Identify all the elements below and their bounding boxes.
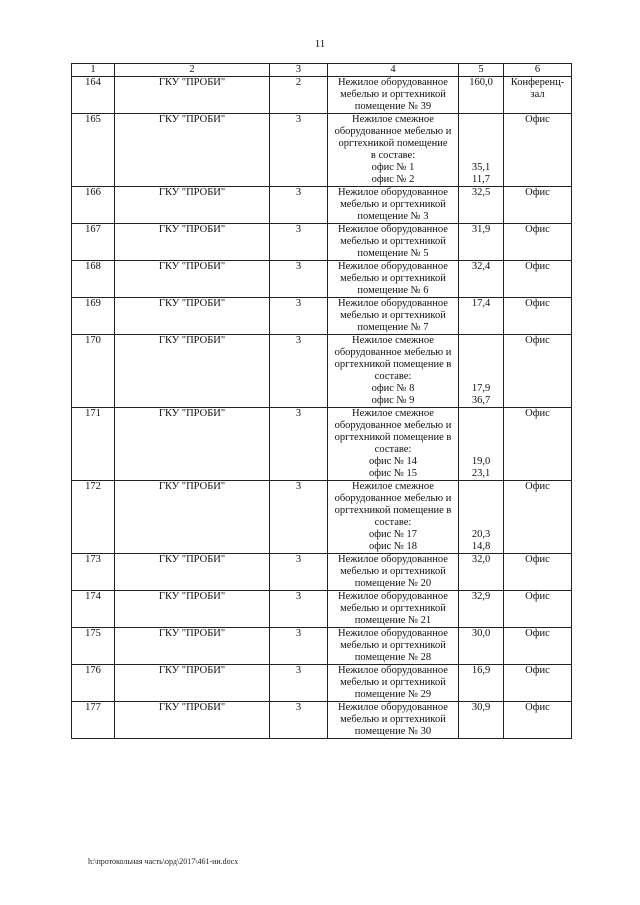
description-line: мебелью и оргтехникой	[340, 714, 446, 725]
area-value: 30,0	[471, 628, 491, 639]
premises-area	[459, 408, 504, 481]
description-line: мебелью и оргтехникой	[340, 640, 446, 651]
row-number: 173	[72, 554, 115, 591]
area-value: 35,1	[471, 162, 491, 173]
premises-area	[459, 187, 504, 224]
floor-number: 3	[270, 261, 328, 298]
table-row	[72, 261, 572, 298]
floor-number: 3	[270, 591, 328, 628]
description-line: составе:	[374, 517, 412, 528]
description-line: офис № 18	[368, 541, 418, 552]
premises-purpose: Конференц-зал	[504, 77, 572, 114]
row-number: 169	[72, 298, 115, 335]
floor-number: 3	[270, 408, 328, 481]
area-value	[461, 481, 501, 493]
premises-table	[71, 63, 572, 739]
description-line: мебелью и оргтехникой	[340, 566, 446, 577]
table-row	[72, 591, 572, 628]
description-line: в составе:	[370, 150, 416, 161]
premises-purpose: Офис	[504, 187, 572, 224]
description-line: Нежилое оборудованное	[338, 554, 448, 565]
row-number: 176	[72, 665, 115, 702]
organization-name: ГКУ "ПРОБИ"	[115, 335, 270, 408]
floor-number: 3	[270, 665, 328, 702]
premises-area	[459, 554, 504, 591]
table-row	[72, 481, 572, 554]
premises-description	[328, 408, 459, 481]
area-value	[461, 138, 501, 150]
area-value: 23,1	[471, 468, 491, 479]
table-row	[72, 702, 572, 739]
description-line: Нежилое смежное	[352, 114, 434, 125]
floor-number: 3	[270, 628, 328, 665]
description-line: офис № 14	[368, 456, 418, 467]
area-value: 32,9	[471, 591, 491, 602]
row-number: 170	[72, 335, 115, 408]
premises-area	[459, 665, 504, 702]
row-number: 167	[72, 224, 115, 261]
area-value	[461, 347, 501, 359]
description-line: оргтехникой помещение в	[334, 432, 452, 443]
premises-description	[328, 335, 459, 408]
page-number: 11	[314, 38, 326, 50]
premises-purpose: Офис	[504, 628, 572, 665]
area-value: 160,0	[469, 77, 493, 88]
description-line: помещение № 30	[354, 726, 432, 737]
table-row	[72, 187, 572, 224]
organization-name: ГКУ "ПРОБИ"	[115, 628, 270, 665]
premises-purpose: Офис	[504, 335, 572, 408]
floor-number: 3	[270, 702, 328, 739]
area-value: 31,9	[471, 224, 491, 235]
description-line: оргтехникой помещение в	[334, 359, 452, 370]
description-line: помещение № 29	[354, 689, 432, 700]
description-line: помещение № 5	[357, 248, 429, 259]
premises-area	[459, 481, 504, 554]
description-line: офис № 1	[371, 162, 415, 173]
description-line: офис № 17	[368, 529, 418, 540]
table-row	[72, 335, 572, 408]
premises-description	[328, 481, 459, 554]
organization-name: ГКУ "ПРОБИ"	[115, 298, 270, 335]
premises-description	[328, 261, 459, 298]
table-row	[72, 114, 572, 187]
floor-number: 3	[270, 554, 328, 591]
area-value: 16,9	[471, 665, 491, 676]
floor-number: 3	[270, 187, 328, 224]
description-line: помещение № 7	[357, 322, 429, 333]
premises-description	[328, 702, 459, 739]
premises-purpose: Офис	[504, 702, 572, 739]
premises-description	[328, 77, 459, 114]
description-line: Нежилое оборудованное	[338, 298, 448, 309]
description-line: мебелью и оргтехникой	[340, 89, 446, 100]
description-line: помещение № 21	[354, 615, 432, 626]
area-value: 17,9	[471, 383, 491, 394]
area-value: 32,0	[471, 554, 491, 565]
premises-purpose: Офис	[504, 224, 572, 261]
area-value	[461, 420, 501, 432]
floor-number: 2	[270, 77, 328, 114]
table-row	[72, 298, 572, 335]
floor-number: 3	[270, 481, 328, 554]
description-line: Нежилое оборудованное	[338, 702, 448, 713]
description-line: Нежилое оборудованное	[338, 261, 448, 272]
premises-purpose: Офис	[504, 554, 572, 591]
organization-name: ГКУ "ПРОБИ"	[115, 554, 270, 591]
premises-area	[459, 702, 504, 739]
area-value	[461, 371, 501, 383]
premises-area	[459, 628, 504, 665]
area-value: 30,9	[471, 702, 491, 713]
area-value	[461, 408, 501, 420]
description-line: оборудованное мебелью и	[334, 126, 452, 137]
organization-name: ГКУ "ПРОБИ"	[115, 187, 270, 224]
table-body	[72, 77, 572, 739]
description-line: Нежилое оборудованное	[338, 187, 448, 198]
row-number: 166	[72, 187, 115, 224]
description-line: помещение № 39	[354, 101, 432, 112]
premises-purpose: Офис	[504, 114, 572, 187]
row-number: 175	[72, 628, 115, 665]
organization-name: ГКУ "ПРОБИ"	[115, 481, 270, 554]
description-line: помещение № 28	[354, 652, 432, 663]
premises-purpose: Офис	[504, 591, 572, 628]
premises-description	[328, 554, 459, 591]
row-number: 174	[72, 591, 115, 628]
description-line: Нежилое оборудованное	[338, 224, 448, 235]
description-line: офис № 9	[371, 395, 415, 406]
header-col-3: 3	[270, 64, 328, 77]
area-value	[461, 359, 501, 371]
premises-description	[328, 114, 459, 187]
area-value	[461, 126, 501, 138]
header-col-5: 5	[459, 64, 504, 77]
organization-name: ГКУ "ПРОБИ"	[115, 224, 270, 261]
premises-description	[328, 187, 459, 224]
premises-area	[459, 335, 504, 408]
table-row	[72, 554, 572, 591]
organization-name: ГКУ "ПРОБИ"	[115, 665, 270, 702]
description-line: офис № 15	[368, 468, 418, 479]
area-value: 11,7	[472, 174, 490, 185]
area-value	[461, 150, 501, 162]
premises-description	[328, 224, 459, 261]
table-row	[72, 77, 572, 114]
organization-name: ГКУ "ПРОБИ"	[115, 77, 270, 114]
premises-area	[459, 114, 504, 187]
description-line: мебелью и оргтехникой	[340, 677, 446, 688]
table-row	[72, 408, 572, 481]
area-value: 36,7	[471, 395, 491, 406]
floor-number: 3	[270, 335, 328, 408]
premises-description	[328, 628, 459, 665]
area-value	[461, 114, 501, 126]
table-row	[72, 665, 572, 702]
premises-area	[459, 298, 504, 335]
header-col-1: 1	[72, 64, 115, 77]
row-number: 172	[72, 481, 115, 554]
premises-purpose: Офис	[504, 408, 572, 481]
organization-name: ГКУ "ПРОБИ"	[115, 591, 270, 628]
description-line: оргтехникой помещение в	[334, 505, 452, 516]
description-line: Нежилое оборудованное	[338, 77, 448, 88]
row-number: 168	[72, 261, 115, 298]
description-line: мебелью и оргтехникой	[340, 273, 446, 284]
premises-description	[328, 665, 459, 702]
header-col-4: 4	[328, 64, 459, 77]
row-number: 164	[72, 77, 115, 114]
area-value	[461, 493, 501, 505]
description-line: офис № 8	[371, 383, 415, 394]
floor-number: 3	[270, 224, 328, 261]
description-line: мебелью и оргтехникой	[340, 310, 446, 321]
description-line: мебелью и оргтехникой	[340, 603, 446, 614]
area-value: 17,4	[471, 298, 491, 309]
description-line: помещение № 20	[354, 578, 432, 589]
header-row	[72, 64, 572, 77]
description-line: мебелью и оргтехникой	[340, 236, 446, 247]
floor-number: 3	[270, 114, 328, 187]
description-line: офис № 2	[371, 174, 415, 185]
premises-description	[328, 591, 459, 628]
organization-name: ГКУ "ПРОБИ"	[115, 702, 270, 739]
premises-area	[459, 224, 504, 261]
premises-purpose: Офис	[504, 665, 572, 702]
premises-area	[459, 77, 504, 114]
area-value: 32,4	[471, 261, 491, 272]
premises-area	[459, 591, 504, 628]
organization-name: ГКУ "ПРОБИ"	[115, 114, 270, 187]
premises-description	[328, 298, 459, 335]
description-line: оргтехникой помещение	[338, 138, 448, 149]
header-col-2: 2	[115, 64, 270, 77]
row-number: 171	[72, 408, 115, 481]
description-line: помещение № 3	[357, 211, 429, 222]
row-number: 165	[72, 114, 115, 187]
area-value	[461, 505, 501, 517]
organization-name: ГКУ "ПРОБИ"	[115, 261, 270, 298]
area-value	[461, 335, 501, 347]
table-row	[72, 224, 572, 261]
floor-number: 3	[270, 298, 328, 335]
description-line: составе:	[374, 371, 412, 382]
area-value	[461, 444, 501, 456]
description-line: оборудованное мебелью и	[334, 420, 452, 431]
description-line: мебелью и оргтехникой	[340, 199, 446, 210]
area-value	[461, 517, 501, 529]
table-row	[72, 628, 572, 665]
description-line: помещение № 6	[357, 285, 429, 296]
area-value: 20,3	[471, 529, 491, 540]
description-line: Нежилое оборудованное	[338, 628, 448, 639]
premises-area	[459, 261, 504, 298]
table-header	[72, 64, 572, 77]
description-line: оборудованное мебелью и	[334, 347, 452, 358]
description-line: Нежилое оборудованное	[338, 665, 448, 676]
row-number: 177	[72, 702, 115, 739]
premises-purpose: Офис	[504, 481, 572, 554]
area-value: 32,5	[471, 187, 491, 198]
description-line: Нежилое смежное	[352, 481, 434, 492]
footer-file-path: h:\протокольная часть\орд\2017\461-ии.docx	[88, 857, 239, 866]
description-line: Нежилое оборудованное	[338, 591, 448, 602]
premises-purpose: Офис	[504, 261, 572, 298]
description-line: составе:	[374, 444, 412, 455]
description-line: Нежилое смежное	[352, 335, 434, 346]
header-col-6: 6	[504, 64, 572, 77]
area-value: 14,8	[471, 541, 491, 552]
organization-name: ГКУ "ПРОБИ"	[115, 408, 270, 481]
premises-purpose: Офис	[504, 298, 572, 335]
description-line: оборудованное мебелью и	[334, 493, 452, 504]
area-value	[461, 432, 501, 444]
description-line: Нежилое смежное	[352, 408, 434, 419]
area-value: 19,0	[471, 456, 491, 467]
